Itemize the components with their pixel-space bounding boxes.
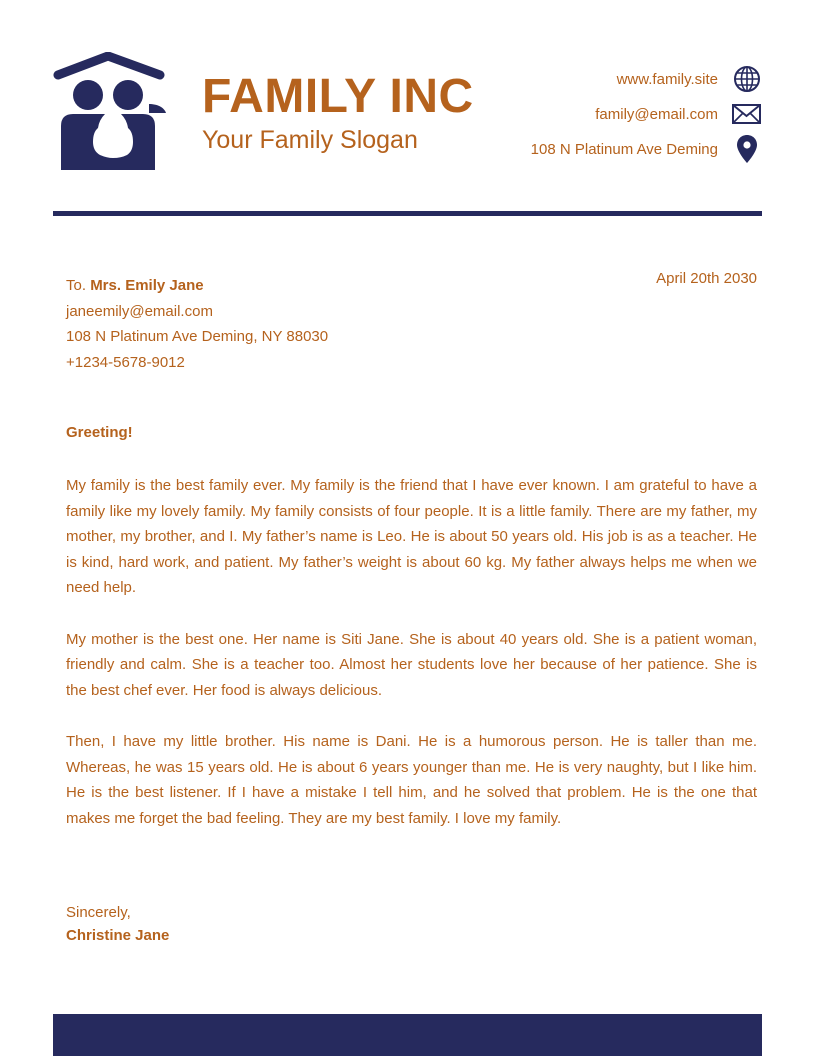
body-paragraph: Then, I have my little brother. His name is Dani. He is a humorous person. He is taller than me. Whereas, he was 15 years old. He is about 6 years younger than me. He is very naughty, but I like him. He is the best listener. If I have a mistake I tell him, and he solved that problem. He is the one that makes me forget the bad feeling. They are my best family. I love my family.: [66, 732, 757, 827]
website-link[interactable]: www.family.site: [616, 70, 718, 88]
recipient-name-line: [66, 273, 328, 299]
contact-address-row: [531, 132, 761, 166]
closing-text: Sincerely,: [66, 904, 131, 921]
company-slogan: Your Family Slogan: [202, 126, 418, 154]
closing-block: [66, 901, 169, 947]
footer-bar: [53, 1014, 762, 1056]
recipient-prefix: To.: [66, 277, 87, 294]
signature-name: Christine Jane: [66, 927, 170, 944]
body-paragraph: My mother is the best one. Her name is Siti Jane. She is about 40 years old. She is a patient woman, friendly and calm. She is a teacher too. Almost her students love her because of her patience. She is the best chef ever. Her food is always delicious.: [66, 630, 757, 699]
recipient-email: janeemily@email.com: [66, 302, 213, 320]
recipient-address: 108 N Platinum Ave Deming, NY 88030: [66, 328, 329, 345]
email-link[interactable]: family@email.com: [595, 105, 718, 123]
company-address: 108 N Platinum Ave Deming: [530, 140, 718, 158]
letter-body: [66, 473, 757, 857]
contact-website-row: [531, 62, 761, 96]
body-paragraph: My family is the best family ever. My family is the friend that I have ever known. I am grateful to have a family like my lovely family. My family consists of four people. It is a little family. There are my father, my mother, my brother, and I. My father’s name is Leo. He is about 50 years old. His job is as a teacher. He is kind, hard work, and patient. My father’s weight is about 60 kg. My father always helps me when we need help.: [66, 477, 757, 597]
company-name: FAMILY INC: [202, 70, 474, 123]
letter-greeting: Greeting!: [66, 424, 133, 441]
family-house-icon: [53, 52, 168, 172]
location-pin-icon: [732, 134, 761, 164]
header-divider: [53, 211, 762, 216]
brand-block: [202, 70, 474, 155]
recipient-phone: +1234-5678-9012: [66, 353, 185, 371]
envelope-icon: [732, 99, 761, 129]
recipient-name: Mrs. Emily Jane: [90, 277, 204, 294]
letter-date: April 20th 2030: [656, 270, 757, 287]
contact-block: [531, 62, 761, 167]
recipient-block: [66, 273, 328, 375]
globe-icon: [732, 64, 761, 94]
contact-email-row: [531, 97, 761, 131]
